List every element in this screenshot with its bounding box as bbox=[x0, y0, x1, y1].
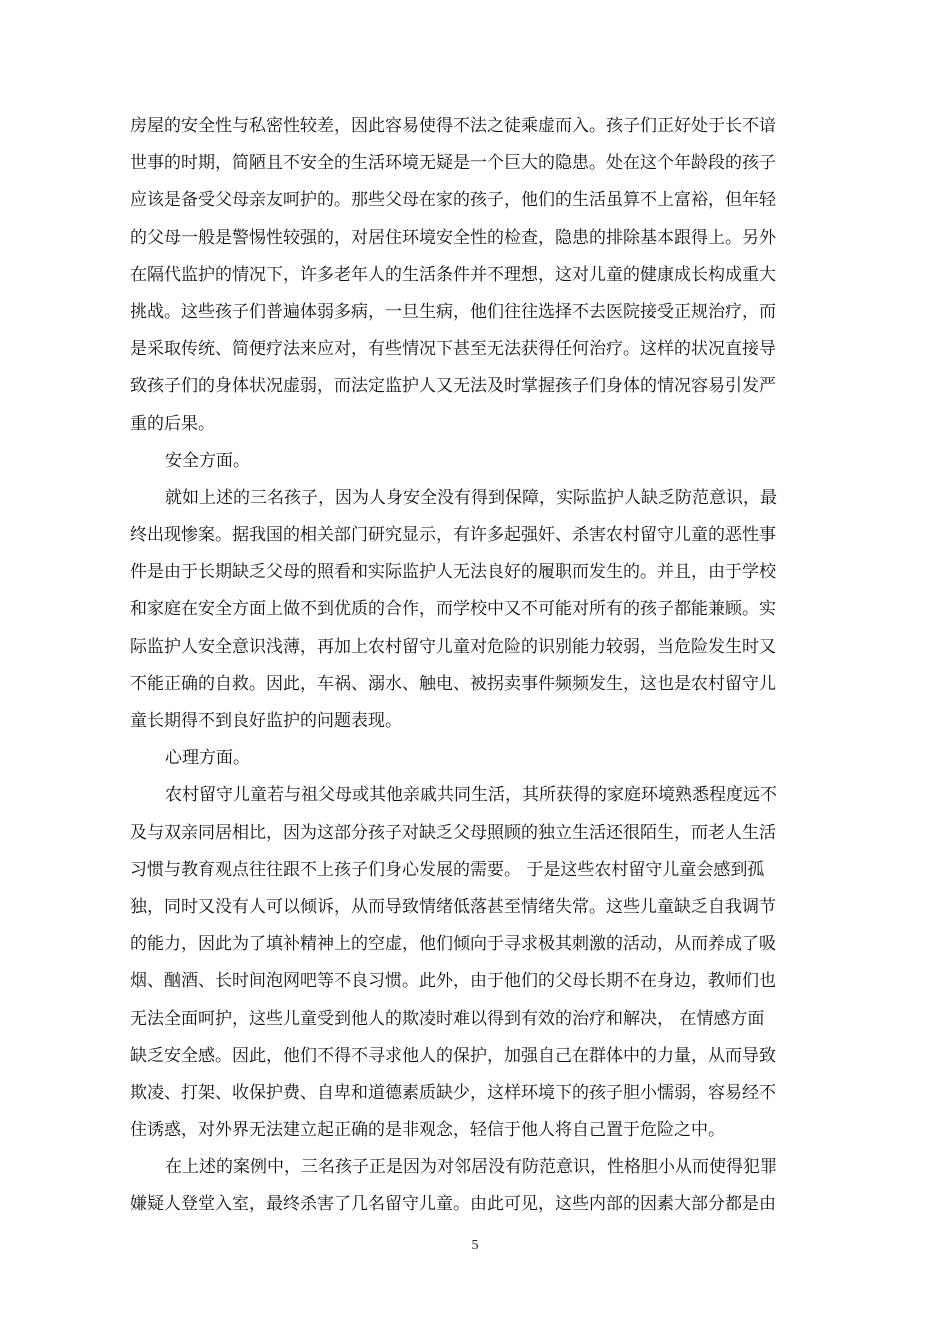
text-line: 件是由于长期缺乏父母的照看和实际监护人无法良好的履职而发生的。并且，由于学校 bbox=[130, 562, 776, 583]
text-line: 嫌疑人登堂入室，最终杀害了几名留守儿童。由此可见，这些内部的因素大部分都是由 bbox=[130, 1194, 776, 1215]
section-heading-psychology: 心理方面。 bbox=[165, 748, 250, 769]
text-line: 就如上述的三名孩子，因为人身安全没有得到保障，实际监护人缺乏防范意识，最 bbox=[165, 487, 777, 508]
text-line: 无法全面呵护，这些儿童受到他人的欺凌时难以得到有效的治疗和解决， 在情感方面 bbox=[130, 1008, 765, 1029]
text-line: 世事的时期，简陋且不安全的生活环境无疑是一个巨大的隐患。处在这个年龄段的孩子 bbox=[130, 153, 776, 174]
text-line: 际监护人安全意识浅薄，再加上农村留守儿童对危险的识别能力较弱，当危险发生时又 bbox=[130, 636, 776, 657]
text-line: 挑战。这些孩子们普遍体弱多病，一旦生病，他们往往选择不去医院接受正规治疗，而 bbox=[130, 301, 776, 322]
text-line: 住诱惑，对外界无法建立起正确的是非观念，轻信于他人将自己置于危险之中。 bbox=[130, 1120, 725, 1141]
text-line: 独，同时又没有人可以倾诉，从而导致情绪低落甚至情绪失常。这些儿童缺乏自我调节 bbox=[130, 896, 776, 917]
text-line: 致孩子们的身体状况虚弱，而法定监护人又无法及时掌握孩子们身体的情况容易引发严 bbox=[130, 376, 776, 397]
text-line: 童长期得不到良好监护的问题表现。 bbox=[130, 711, 402, 731]
text-line: 和家庭在安全方面上做不到优质的合作，而学校中又不可能对所有的孩子都能兼顾。实 bbox=[130, 599, 776, 620]
text-line: 缺乏安全感。因此，他们不得不寻求他人的保护，加强自己在群体中的力量，从而导致 bbox=[130, 1045, 776, 1066]
section-heading-safety: 安全方面。 bbox=[165, 450, 250, 471]
text-line: 在隔代监护的情况下，许多老年人的生活条件并不理想，这对儿童的健康成长构成重大 bbox=[130, 264, 776, 285]
text-line: 农村留守儿童若与祖父母或其他亲戚共同生活，其所获得的家庭环境熟悉程度远不 bbox=[165, 785, 777, 806]
text-line: 是采取传统、简便疗法来应对，有些情况下甚至无法获得任何治疗。这样的状况直接导 bbox=[130, 339, 776, 360]
text-line: 重的后果。 bbox=[130, 413, 215, 434]
text-line: 在上述的案例中，三名孩子正是因为对邻居没有防范意识，性格胆小从而使得犯罪 bbox=[165, 1157, 777, 1178]
text-line: 的能力，因此为了填补精神上的空虚，他们倾向于寻求极其刺激的活动，从而养成了吸 bbox=[130, 934, 776, 955]
text-line: 不能正确的自救。因此，车祸、溺水、触电、被拐卖事件频频发生，这也是农村留守儿 bbox=[130, 673, 776, 694]
text-line: 欺凌、打架、收保护费、自卑和道德素质缺少，这样环境下的孩子胆小懦弱，容易经不 bbox=[130, 1082, 776, 1103]
text-line: 习惯与教育观点往往跟不上孩子们身心发展的需要。 于是这些农村留守儿童会感到孤 bbox=[130, 859, 765, 880]
text-line: 应该是备受父母亲友呵护的。那些父母在家的孩子，他们的生活虽算不上富裕，但年轻 bbox=[130, 190, 776, 211]
body-text bbox=[130, 108, 860, 1224]
text-line: 及与双亲同居相比，因为这部分孩子对缺乏父母照顾的独立生活还很陌生，而老人生活 bbox=[130, 822, 776, 843]
text-line: 烟、酗酒、长时间泡网吧等不良习惯。此外，由于他们的父母长期不在身边，教师们也 bbox=[130, 971, 776, 992]
text-line: 的父母一般是警惕性较强的，对居住环境安全性的检查，隐患的排除基本跟得上。另外 bbox=[130, 227, 776, 248]
text-line: 房屋的安全性与私密性较差，因此容易使得不法之徒乘虚而入。孩子们正好处于长不谙 bbox=[130, 116, 776, 136]
page-number: 5 bbox=[471, 1238, 479, 1253]
text-line: 终出现惨案。据我国的相关部门研究显示，有许多起强奸、杀害农村留守儿童的恶性事 bbox=[130, 525, 776, 546]
